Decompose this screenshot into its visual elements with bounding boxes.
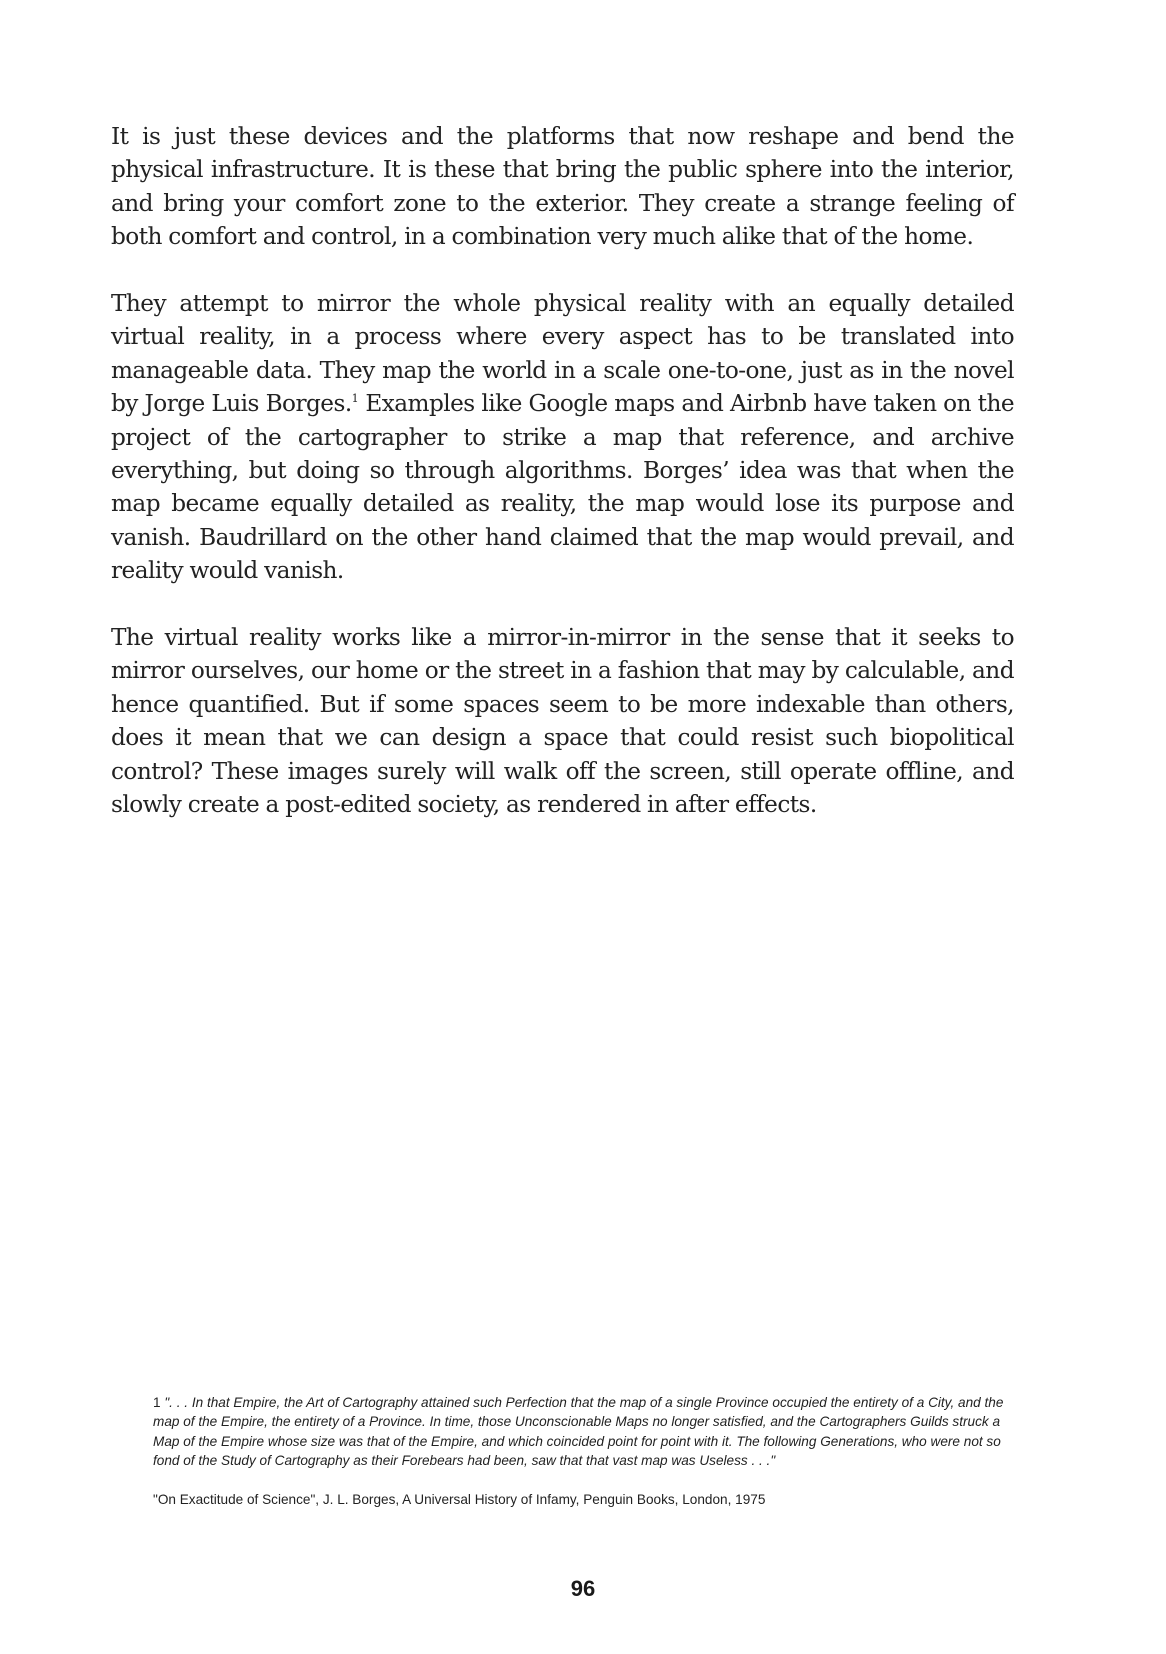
paragraph-text: They attempt to mirror the whole physical reality with an equally detailed virtual reality, in a process where every aspect has to be translated into manageable data. They map the world in a scale one-to-one, just as in the novel by Jorge Luis Borges. (111, 290, 1014, 418)
footnote-text: ". . . In that Empire, the Art of Cartography attained such Perfection that the map of a single Province occupied the entirety of a City, and the map of the Empire, the entirety of a Province. In time, those Unconscionable Maps no longer satisfied, and the Cartographers Guilds struck a Map of the Empire whose size was that of the Empire, and which coincided point for point with it. The following Generations, who were not so fond of the Study of Cartography as their Forebears had been, saw that that vast map was Useless . . ." (153, 1395, 1004, 1468)
footnote (153, 1393, 1013, 1470)
paragraph: The virtual reality works like a mirror-in-mirror in the sense that it seeks to mirror ourselves, our home or the street in a fashion that may by calculable, and hence quantified. But if some spaces seem to be more indexable than others, does it mean that we can design a space that could resist such biopolitical control? These images surely will walk off the screen, still operate offline, and slowly create a post-edited society, as rendered in after effects. (111, 624, 1014, 819)
footnote-reference: 1 (351, 392, 359, 406)
footnote-number: 1 (153, 1395, 161, 1410)
body-text (111, 120, 1014, 855)
paragraph-text: Examples like Google maps and Airbnb have taken on the project of the cartographer to strike a map that reference, and archive everything, but doing so through algorithms. Borges’ idea was that when the map became equally detailed as reality, the map would lose its purpose and vanish. Baudrillard on the other hand claimed that the map would prevail, and reality would vanish. (111, 390, 1015, 585)
footnote-source: "On Exactitude of Science", J. L. Borges, A Universal History of Infamy, Penguin Books, London, 1975 (153, 1492, 766, 1508)
paragraph (111, 287, 1014, 588)
page-number: 96 (570, 1576, 596, 1601)
paragraph: It is just these devices and the platforms that now reshape and bend the physical infrastructure. It is these that bring the public sphere into the interior, and bring your comfort zone to the exterior. They create a strange feeling of both comfort and control, in a combination very much alike that of the home. (111, 123, 1014, 251)
footnotes (153, 1393, 1013, 1509)
